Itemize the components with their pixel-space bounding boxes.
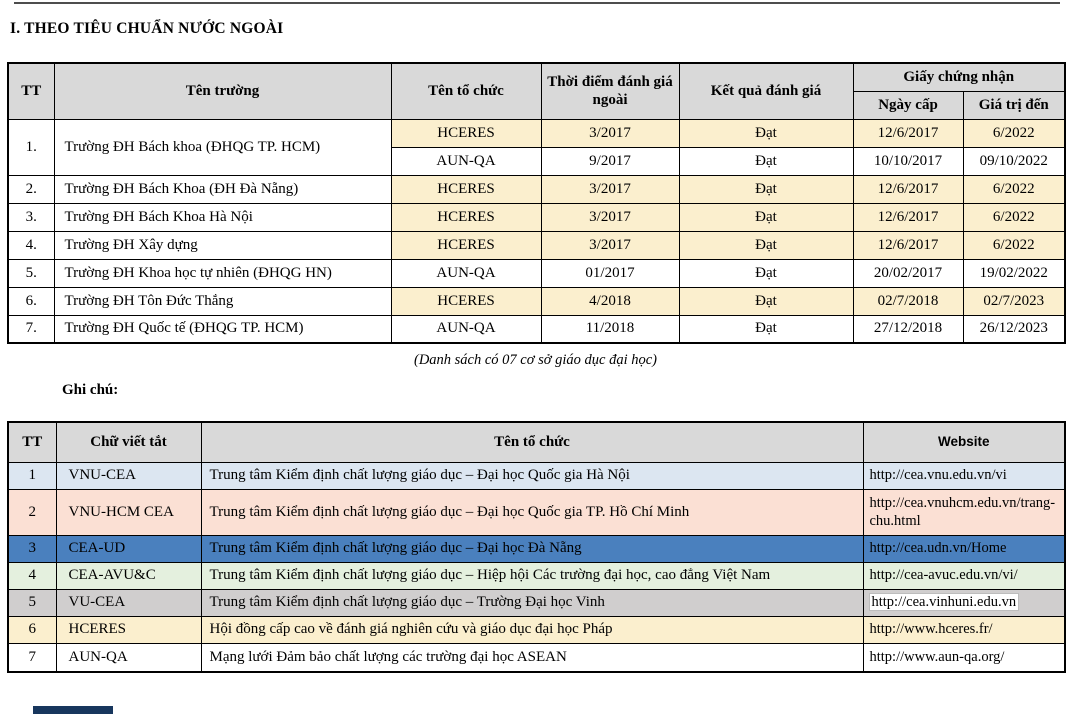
tt-cell: 5. (8, 259, 54, 287)
school-cell: Trường ĐH Bách Khoa Hà Nội (54, 203, 391, 231)
tt-cell: 6. (8, 287, 54, 315)
time-cell: 4/2018 (541, 287, 679, 315)
org-cell: Trung tâm Kiểm định chất lượng giáo dục – Đại học Quốc gia TP. Hồ Chí Minh (201, 489, 863, 535)
org-cell: HCERES (391, 231, 541, 259)
abbr-cell: CEA-AVU&C (56, 562, 201, 589)
table-row (8, 119, 1065, 147)
result-cell: Đạt (679, 119, 853, 147)
abbr-cell: VNU-CEA (56, 462, 201, 489)
abbr-cell: VNU-HCM CEA (56, 489, 201, 535)
org-cell: HCERES (391, 287, 541, 315)
org-cell: Mạng lưới Đảm bảo chất lượng các trường đại học ASEAN (201, 643, 863, 672)
valid-cell: 02/7/2023 (963, 287, 1065, 315)
website-cell: http://cea.udn.vn/Home (863, 535, 1065, 562)
result-cell: Đạt (679, 147, 853, 175)
col-header-certificate: Giấy chứng nhận (853, 63, 1065, 91)
note-label: Ghi chú: (62, 382, 119, 398)
result-cell: Đạt (679, 259, 853, 287)
tt-cell: 3 (8, 535, 56, 562)
tt-cell: 4 (8, 562, 56, 589)
abbr-cell: CEA-UD (56, 535, 201, 562)
col-header-result: Kết quả đánh giá (679, 63, 853, 119)
org-cell: Trung tâm Kiểm định chất lượng giáo dục – Đại học Quốc gia Hà Nội (201, 462, 863, 489)
website-cell (863, 589, 1065, 616)
valid-cell: 26/12/2023 (963, 315, 1065, 343)
table-row (8, 643, 1065, 672)
col-header-org: Tên tổ chức (391, 63, 541, 119)
issued-cell: 12/6/2017 (853, 119, 963, 147)
website-cell: http://www.aun-qa.org/ (863, 643, 1065, 672)
table-row (8, 231, 1065, 259)
tt-cell: 2 (8, 489, 56, 535)
org-cell: Trung tâm Kiểm định chất lượng giáo dục – Đại học Đà Nẵng (201, 535, 863, 562)
table-row (8, 462, 1065, 489)
issued-cell: 27/12/2018 (853, 315, 963, 343)
school-cell: Trường ĐH Bách Khoa (ĐH Đà Nẵng) (54, 175, 391, 203)
org-cell: Trung tâm Kiểm định chất lượng giáo dục – Trường Đại học Vinh (201, 589, 863, 616)
abbr-cell: VU-CEA (56, 589, 201, 616)
issued-cell: 12/6/2017 (853, 175, 963, 203)
col-header-org: Tên tổ chức (201, 422, 863, 462)
tt-cell: 7 (8, 643, 56, 672)
table-header-row (8, 63, 1065, 91)
website-cell: http://cea.vnuhcm.edu.vn/trang-chu.html (863, 489, 1065, 535)
table-header-row (8, 422, 1065, 462)
org-cell: AUN-QA (391, 147, 541, 175)
tt-cell: 3. (8, 203, 54, 231)
issued-cell: 12/6/2017 (853, 203, 963, 231)
tt-cell: 5 (8, 589, 56, 616)
valid-cell: 09/10/2022 (963, 147, 1065, 175)
result-cell: Đạt (679, 315, 853, 343)
tt-cell: 7. (8, 315, 54, 343)
tt-cell: 1. (8, 119, 54, 175)
col-header-issued: Ngày cấp (853, 91, 963, 119)
tt-cell: 6 (8, 616, 56, 643)
valid-cell: 6/2022 (963, 203, 1065, 231)
table-row (8, 175, 1065, 203)
col-header-time: Thời điểm đánh giá ngoài (541, 63, 679, 119)
org-cell: AUN-QA (391, 315, 541, 343)
org-cell: AUN-QA (391, 259, 541, 287)
issued-cell: 10/10/2017 (853, 147, 963, 175)
org-cell: HCERES (391, 119, 541, 147)
table-row (8, 287, 1065, 315)
org-cell: HCERES (391, 203, 541, 231)
table-row (8, 315, 1065, 343)
valid-cell: 6/2022 (963, 119, 1065, 147)
time-cell: 3/2017 (541, 119, 679, 147)
table-row (8, 535, 1065, 562)
website-cell: http://cea.vnu.edu.vn/vi (863, 462, 1065, 489)
time-cell: 3/2017 (541, 203, 679, 231)
school-cell: Trường ĐH Khoa học tự nhiên (ĐHQG HN) (54, 259, 391, 287)
foreign-standard-table (7, 62, 1066, 344)
valid-cell: 6/2022 (963, 231, 1065, 259)
col-header-abbr: Chữ viết tắt (56, 422, 201, 462)
issued-cell: 20/02/2017 (853, 259, 963, 287)
col-header-tt: TT (8, 63, 54, 119)
col-header-school: Tên trường (54, 63, 391, 119)
result-cell: Đạt (679, 203, 853, 231)
result-cell: Đạt (679, 287, 853, 315)
valid-cell: 19/02/2022 (963, 259, 1065, 287)
table-row (8, 616, 1065, 643)
org-cell: HCERES (391, 175, 541, 203)
col-header-valid: Giá trị đến (963, 91, 1065, 119)
tt-cell: 1 (8, 462, 56, 489)
result-cell: Đạt (679, 231, 853, 259)
page-title: I. THEO TIÊU CHUẨN NƯỚC NGOÀI (10, 20, 284, 37)
school-cell: Trường ĐH Bách khoa (ĐHQG TP. HCM) (54, 119, 391, 175)
school-cell: Trường ĐH Tôn Đức Thắng (54, 287, 391, 315)
table-row (8, 203, 1065, 231)
col-header-website: Website (863, 422, 1065, 462)
time-cell: 9/2017 (541, 147, 679, 175)
page-top-rule (14, 2, 1060, 4)
website-cell: http://cea-avuc.edu.vn/vi/ (863, 562, 1065, 589)
website-cell: http://www.hceres.fr/ (863, 616, 1065, 643)
abbr-cell: AUN-QA (56, 643, 201, 672)
table-row (8, 562, 1065, 589)
list-count-caption: (Danh sách có 07 cơ sở giáo dục đại học) (413, 352, 657, 368)
time-cell: 3/2017 (541, 231, 679, 259)
org-cell: Hội đồng cấp cao về đánh giá nghiên cứu và giáo dục đại học Pháp (201, 616, 863, 643)
issued-cell: 02/7/2018 (853, 287, 963, 315)
table-row (8, 589, 1065, 616)
table-row (8, 489, 1065, 535)
valid-cell: 6/2022 (963, 175, 1065, 203)
time-cell: 01/2017 (541, 259, 679, 287)
time-cell: 11/2018 (541, 315, 679, 343)
org-cell: Trung tâm Kiểm định chất lượng giáo dục – Hiệp hội Các trường đại học, cao đẳng Việt Nam (201, 562, 863, 589)
col-header-tt: TT (8, 422, 56, 462)
school-cell: Trường ĐH Quốc tế (ĐHQG TP. HCM) (54, 315, 391, 343)
result-cell: Đạt (679, 175, 853, 203)
website-highlight-box: http://cea.vinhuni.edu.vn (871, 594, 1017, 611)
issued-cell: 12/6/2017 (853, 231, 963, 259)
school-cell: Trường ĐH Xây dựng (54, 231, 391, 259)
abbr-cell: HCERES (56, 616, 201, 643)
tt-cell: 4. (8, 231, 54, 259)
table-row (8, 259, 1065, 287)
tt-cell: 2. (8, 175, 54, 203)
partial-next-page-bar (33, 706, 113, 714)
organizations-legend-table (7, 421, 1066, 673)
time-cell: 3/2017 (541, 175, 679, 203)
